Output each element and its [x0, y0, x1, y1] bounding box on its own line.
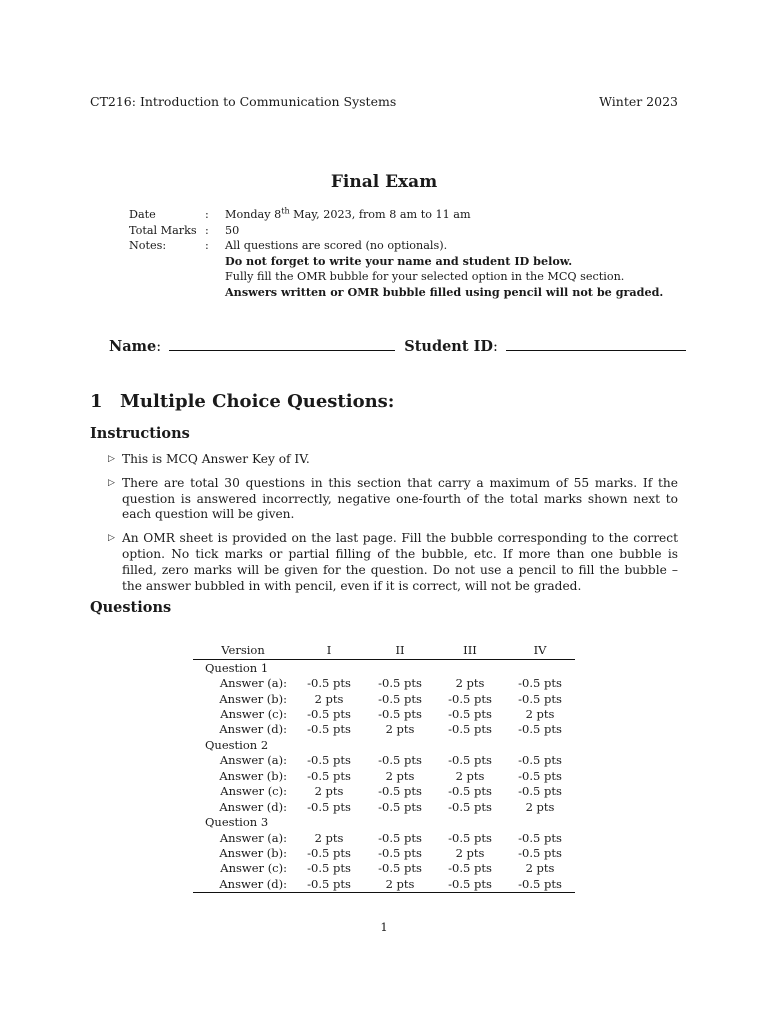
score-cell: -0.5 pts — [307, 676, 351, 691]
course-title: CT216: Introduction to Communication Systems — [90, 94, 397, 109]
instructions-heading: Instructions — [90, 425, 190, 442]
score-cell: -0.5 pts — [307, 861, 351, 876]
score-cell: -0.5 pts — [518, 876, 562, 891]
question-row — [193, 737, 575, 752]
column-header: IV — [533, 643, 547, 657]
score-cell: -0.5 pts — [448, 830, 492, 845]
name-field[interactable] — [169, 336, 395, 351]
note-4: Answers written or OMR bubble filled using pencil will not be graded. — [225, 284, 664, 299]
score-cell: -0.5 pts — [378, 799, 422, 814]
student-details: Name: Student ID: — [109, 336, 686, 355]
table-row — [193, 753, 575, 768]
answer-label: Answer (d): — [219, 799, 287, 814]
answer-label: Answer (b): — [219, 845, 287, 860]
score-cell: -0.5 pts — [518, 830, 562, 845]
total-marks-value: 50 — [225, 223, 240, 237]
section-heading — [90, 391, 394, 412]
score-cell: -0.5 pts — [448, 799, 492, 814]
score-cell: -0.5 pts — [378, 845, 422, 860]
score-cell: -0.5 pts — [307, 722, 351, 737]
question-label: Question 3 — [205, 815, 269, 830]
answer-label: Answer (c): — [220, 861, 287, 876]
score-cell: -0.5 pts — [378, 676, 422, 691]
column-header: I — [326, 643, 332, 657]
score-cell: -0.5 pts — [518, 676, 562, 691]
score-cell: -0.5 pts — [307, 768, 351, 783]
page-title: Final Exam — [330, 172, 438, 192]
answer-label: Answer (c): — [220, 784, 287, 799]
score-cell: -0.5 pts — [378, 784, 422, 799]
score-cell: -0.5 pts — [448, 707, 492, 722]
answer-label: Answer (d): — [219, 722, 287, 737]
score-cell: -0.5 pts — [518, 722, 562, 737]
score-cell: -0.5 pts — [378, 691, 422, 706]
student-id-label: Student ID — [404, 338, 493, 355]
score-cell: -0.5 pts — [378, 830, 422, 845]
student-id-field[interactable] — [506, 336, 686, 351]
question-label: Question 2 — [205, 737, 269, 752]
answer-label: Answer (c): — [220, 707, 287, 722]
score-cell: -0.5 pts — [378, 707, 422, 722]
score-cell: 2 pts — [455, 768, 485, 783]
score-cell: -0.5 pts — [448, 876, 492, 891]
score-cell: 2 pts — [455, 676, 485, 691]
score-cell: -0.5 pts — [307, 845, 351, 860]
date-label: Date — [129, 208, 156, 221]
list-item: ▷ This is MCQ Answer Key of IV. — [108, 452, 310, 466]
question-row — [193, 660, 575, 676]
score-cell: -0.5 pts — [307, 707, 351, 722]
page-number: 1 — [380, 920, 388, 934]
table-row — [193, 876, 575, 892]
table-row — [193, 845, 575, 860]
section-title: Multiple Choice Questions: — [120, 391, 395, 412]
score-cell: -0.5 pts — [518, 768, 562, 783]
score-cell: -0.5 pts — [378, 753, 422, 768]
score-cell: 2 pts — [525, 861, 555, 876]
score-cell: -0.5 pts — [518, 691, 562, 706]
score-cell: -0.5 pts — [307, 753, 351, 768]
score-cell: 2 pts — [385, 876, 415, 891]
score-cell: 2 pts — [314, 830, 344, 845]
score-cell: -0.5 pts — [307, 876, 351, 891]
instructions-list — [108, 452, 678, 602]
separator: : — [205, 208, 209, 221]
table-row — [193, 830, 575, 845]
term: Winter 2023 — [599, 94, 678, 109]
section-number: 1 — [90, 391, 103, 412]
note-3: Fully fill the OMR bubble for your selected option in the MCQ section. — [225, 270, 625, 284]
score-cell: -0.5 pts — [307, 799, 351, 814]
table-row — [193, 799, 575, 814]
table-row — [193, 861, 575, 876]
score-cell: -0.5 pts — [518, 845, 562, 860]
score-cell: -0.5 pts — [448, 691, 492, 706]
answer-label: Answer (b): — [219, 691, 287, 706]
score-cell: 2 pts — [385, 722, 415, 737]
note-2: Do not forget to write your name and student ID below. — [225, 253, 573, 268]
notes-label: Notes: — [129, 239, 167, 253]
score-cell: -0.5 pts — [448, 753, 492, 768]
answer-label: Answer (d): — [219, 876, 287, 891]
score-cell: 2 pts — [525, 707, 555, 722]
score-cell: -0.5 pts — [518, 784, 562, 799]
column-header: Version — [221, 643, 265, 657]
list-item: ▷ There are total 30 questions in this section that carry a maximum of 55 marks. If the question is answered incorrectly, negative one-fourth of the total marks shown next to each question will be given. — [108, 475, 678, 522]
triangle-right-icon: ▷ — [108, 477, 115, 488]
answer-label: Answer (a): — [219, 830, 287, 845]
separator: : — [205, 239, 209, 253]
score-cell: 2 pts — [385, 768, 415, 783]
table-header-row — [193, 641, 575, 660]
separator: : — [205, 223, 209, 237]
score-cell: -0.5 pts — [448, 861, 492, 876]
answer-key-table — [193, 641, 575, 893]
triangle-right-icon: ▷ — [108, 454, 115, 464]
column-header: III — [463, 643, 477, 657]
score-cell: 2 pts — [314, 784, 344, 799]
table-row — [193, 691, 575, 706]
list-item: ▷ An OMR sheet is provided on the last page. Fill the bubble corresponding to the correct option. No tick marks or partial filling of the bubble, etc. If more than one bubble is filled, zero marks will be given for the question. Do not use a pencil to fill the bubble – the answer bubbled in with pencil, even if it is correct, will not be graded. — [108, 531, 678, 593]
triangle-right-icon: ▷ — [108, 533, 115, 544]
total-marks-label: Total Marks — [129, 223, 197, 237]
table-row — [193, 722, 575, 737]
questions-heading: Questions — [90, 599, 172, 616]
answer-label: Answer (a): — [219, 676, 287, 691]
score-cell: -0.5 pts — [448, 784, 492, 799]
answer-label: Answer (b): — [219, 768, 287, 783]
question-label: Question 1 — [205, 660, 269, 675]
score-cell: 2 pts — [314, 691, 344, 706]
column-header: II — [395, 643, 405, 657]
table-row — [193, 675, 575, 690]
score-cell: 2 pts — [455, 845, 485, 860]
score-cell: -0.5 pts — [378, 861, 422, 876]
note-1: All questions are scored (no optionals). — [225, 239, 448, 253]
name-label: Name — [109, 338, 157, 355]
score-cell: -0.5 pts — [518, 753, 562, 768]
table-row — [193, 706, 575, 721]
table-row — [193, 768, 575, 783]
question-row — [193, 814, 575, 829]
date-value: Monday 8th May, 2023, from 8 am to 11 am — [225, 206, 471, 221]
answer-label: Answer (a): — [219, 753, 287, 768]
table-row — [193, 784, 575, 799]
score-cell: -0.5 pts — [448, 722, 492, 737]
score-cell: 2 pts — [525, 799, 555, 814]
